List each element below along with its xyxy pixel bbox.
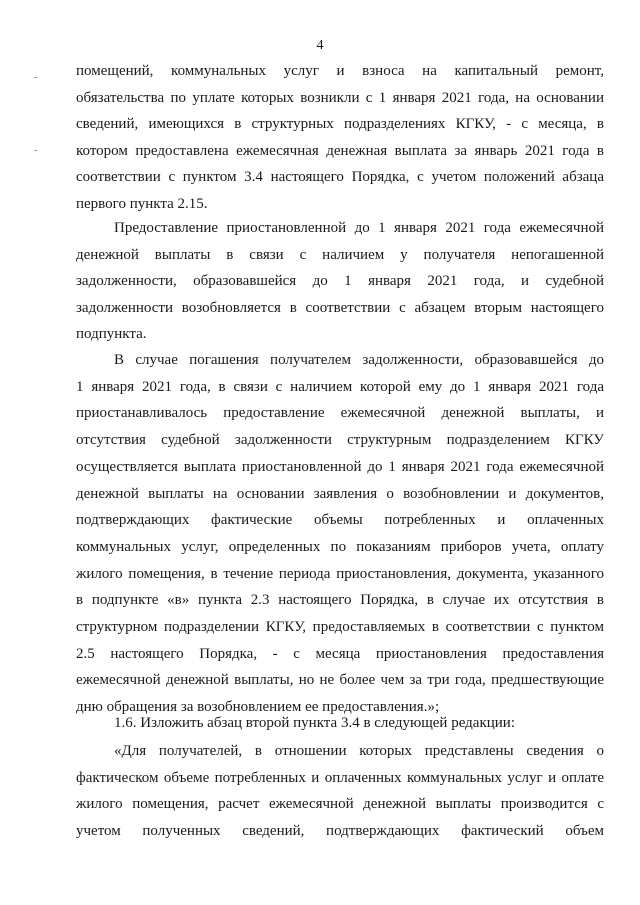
text-line: помещений, коммунальных услуг и взноса на капитальный ремонт,	[76, 63, 604, 79]
text-line: отсутствия судебной задолженности структурным подразделением КГКУ	[76, 432, 604, 449]
text-line: Предоставление приостановленной до 1 января 2021 года ежемесячной	[114, 220, 604, 236]
text-line: 2.5 настоящего Порядка, - с месяца приостановления предоставления	[76, 645, 604, 662]
text-line: подпункта.	[76, 326, 147, 342]
text-line: в подпункте «в» пункта 2.3 настоящего Порядка, в случае их отсутствия в	[76, 592, 604, 609]
page-number: 4	[316, 38, 324, 53]
text-line: структурном подразделении КГКУ, предоставляемых в соответствии с пунктом	[76, 619, 604, 635]
scan-margin-mark	[34, 77, 37, 78]
text-line: сведений, имеющихся в структурных подразделениях КГКУ, - с месяца, в	[76, 116, 604, 133]
text-line: фактическом объеме потребленных и оплаченных коммунальных услуг и оплате	[76, 769, 604, 786]
text-line: осуществляется выплата приостановленной до 1 января 2021 года ежемесячной	[76, 458, 604, 475]
text-line: 1.6. Изложить абзац второй пункта 3.4 в следующей редакции:	[114, 715, 515, 731]
text-line: ежемесячной денежной выплаты, но не более чем за три года, предшествующие	[76, 672, 604, 689]
text-line: первого пункта 2.15.	[76, 196, 208, 212]
text-line: задолженности, образовавшейся до 1 января 2021 года, и судебной	[76, 273, 604, 289]
text-line: соответствии с пунктом 3.4 настоящего Порядка, с учетом положений абзаца	[76, 169, 604, 186]
text-line: приостанавливалось предоставление ежемесячной денежной выплаты, и	[76, 405, 604, 422]
text-line: денежной выплаты в связи с наличием у получателя непогашенной	[76, 246, 604, 263]
text-line: дню обращения за возобновлением ее предоставления.»;	[76, 699, 440, 716]
text-line: В случае погашения получателем задолженности, образовавшейся до	[114, 352, 604, 368]
text-line: денежной выплаты на основании заявления о возобновлении и документов,	[76, 485, 604, 502]
text-line: коммунальных услуг, определенных по показаниям приборов учета, оплату	[76, 538, 604, 555]
text-line: 1 января 2021 года, в связи с наличием которой ему до 1 января 2021 года	[76, 378, 604, 395]
text-line: подтверждающих фактические объемы потребленных и оплаченных	[76, 512, 604, 529]
text-line: жилого помещения, в течение периода приостановления, документа, указанного	[76, 565, 604, 582]
text-line: «Для получателей, в отношении которых представлены сведения о	[114, 743, 604, 759]
scan-margin-mark	[34, 150, 37, 151]
text-line: обязательства по уплате которых возникли с 1 января 2021 года, на основании	[76, 89, 604, 106]
text-line: котором предоставлена ежемесячная денежная выплата за январь 2021 года в	[76, 142, 604, 159]
text-line: учетом полученных сведений, подтверждающих фактический объем	[76, 823, 604, 840]
text-line: задолженности возобновляется в соответствии с абзацем вторым настоящего	[76, 299, 604, 316]
text-line: жилого помещения, расчет ежемесячной денежной выплаты производится с	[76, 796, 604, 813]
